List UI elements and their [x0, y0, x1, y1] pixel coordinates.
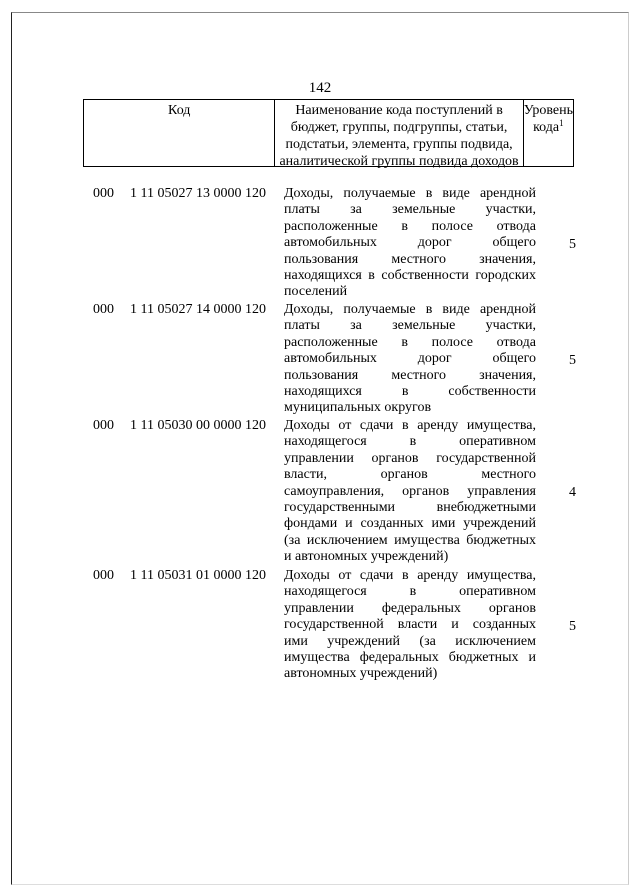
page-number: 142	[308, 80, 332, 96]
revenue-name-line: пользования местного значения,	[284, 367, 536, 383]
admin-code: 000	[93, 186, 114, 201]
revenue-name	[284, 568, 536, 683]
header-level-line: Уровень	[523, 103, 573, 118]
revenue-name-line: автомобильных дорог общего	[284, 351, 536, 367]
revenue-name-line: автомобильных дорог общего	[284, 235, 536, 251]
revenue-name-line: поселений	[284, 284, 348, 300]
revenue-code: 1 11 05031 01 0000 120	[130, 568, 266, 583]
revenue-name-line: имущества федеральных бюджетных и	[284, 650, 536, 666]
header-name-line: аналитической группы подвида доходов	[279, 154, 519, 169]
revenue-code: 1 11 05030 00 0000 120	[130, 418, 266, 433]
revenue-name-line: находящегося в оперативном	[284, 434, 536, 450]
code-level: 4	[569, 485, 576, 500]
revenue-name-line: Доходы, получаемые в виде арендной	[284, 186, 536, 201]
revenue-name-line: пользования местного значения,	[284, 251, 536, 267]
header-name-line: Наименование кода поступлений в	[295, 103, 503, 118]
revenue-name-line: расположенные в полосе отвода	[284, 218, 536, 234]
revenue-name-line: находящегося в оперативном	[284, 584, 536, 600]
revenue-name-line: находящихся в собственности	[284, 384, 536, 400]
revenue-code: 1 11 05027 14 0000 120	[130, 302, 266, 317]
admin-code: 000	[93, 568, 114, 583]
revenue-name-line: платы за земельные участки,	[284, 318, 536, 334]
revenue-name-line: автономных учреждений)	[284, 666, 438, 682]
revenue-name-line: управлении федеральных органов	[284, 600, 536, 616]
revenue-name	[284, 186, 536, 301]
revenue-name-line: и автономных учреждений)	[284, 549, 449, 565]
header-level-word: кода	[533, 120, 560, 135]
revenue-name-line: самоуправления, органов управления	[284, 483, 536, 499]
code-level: 5	[569, 619, 576, 634]
revenue-name-line: муниципальных округов	[284, 400, 432, 416]
admin-code: 000	[93, 418, 114, 433]
header-name-line: бюджет, группы, подгруппы, статьи,	[290, 120, 508, 135]
revenue-name-line: государственной власти и созданных	[284, 617, 536, 633]
revenue-code: 1 11 05027 13 0000 120	[130, 186, 266, 201]
header-level-line2	[524, 119, 573, 136]
revenue-name	[284, 418, 536, 566]
header-code: Код	[84, 100, 275, 166]
header-name-line: подстатьи, элемента, группы подвида,	[285, 137, 513, 152]
table-header	[83, 99, 574, 167]
revenue-name-line: власти, органов местного	[284, 467, 536, 483]
revenue-name-line: Доходы, получаемые в виде арендной	[284, 302, 536, 317]
admin-code: 000	[93, 302, 114, 317]
footnote-marker: 1	[559, 118, 564, 128]
revenue-name	[284, 302, 536, 417]
header-level	[524, 100, 573, 166]
revenue-name-line: государственными внебюджетными	[284, 500, 536, 516]
revenue-name-line: управлении органов государственной	[284, 450, 536, 466]
header-name	[275, 100, 523, 169]
revenue-name-line: Доходы от сдачи в аренду имущества,	[284, 568, 536, 583]
revenue-name-line: находящихся в собственности городских	[284, 268, 536, 284]
code-level: 5	[569, 353, 576, 368]
revenue-name-line: фондами и созданных ими учреждений	[284, 516, 536, 532]
revenue-name-line: Доходы от сдачи в аренду имущества,	[284, 418, 536, 433]
revenue-name-line: расположенные в полосе отвода	[284, 334, 536, 350]
revenue-name-line: ими учреждений (за исключением	[284, 633, 536, 649]
revenue-name-line: (за исключением имущества бюджетных	[284, 532, 536, 548]
code-level: 5	[569, 237, 576, 252]
revenue-name-line: платы за земельные участки,	[284, 202, 536, 218]
